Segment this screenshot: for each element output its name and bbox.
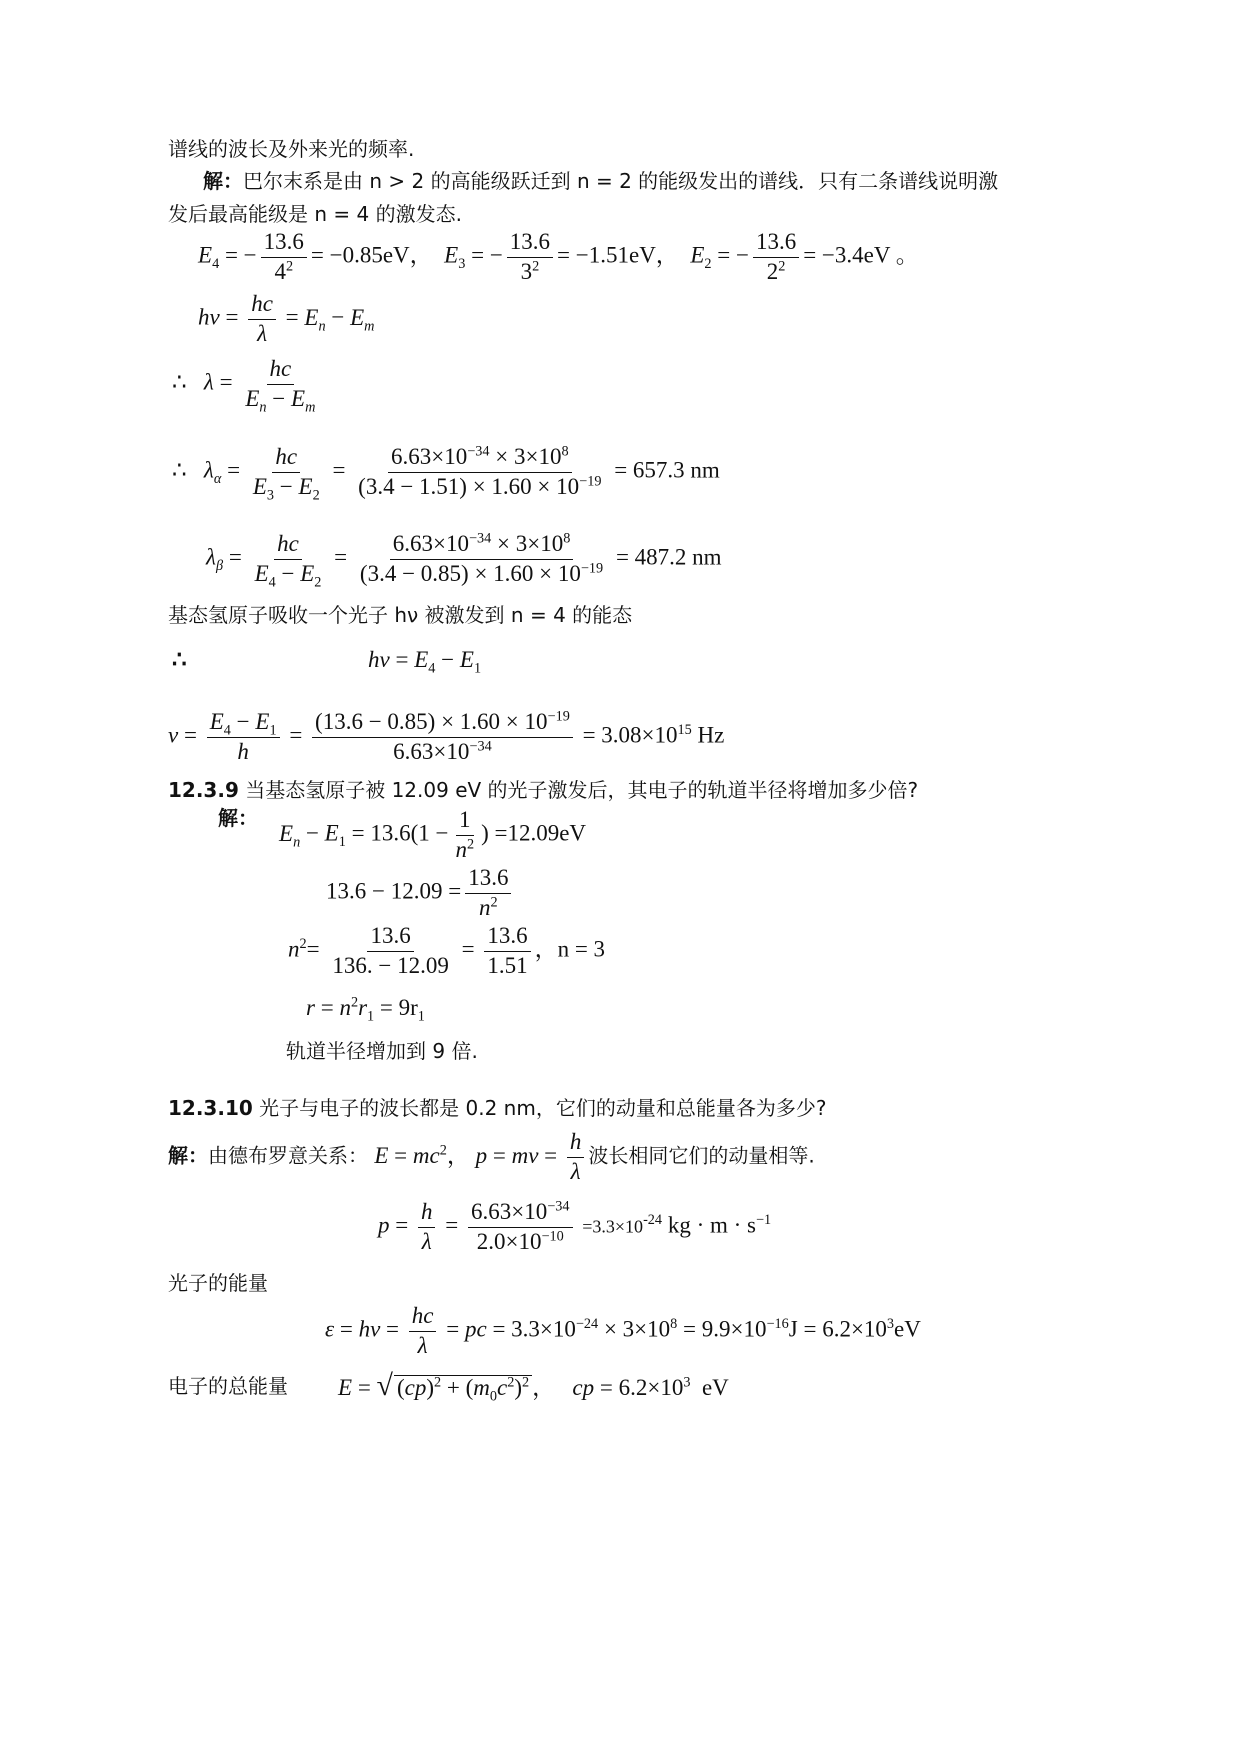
energy-levels-equation: $E_4$ = − $\frac{13.6}{4^2}$ = −0.85eV， $E_3$ = − $\frac{13.6}{3^2}$ = −1.51eV， $E_2$ = − $\frac{13.6}{2^2}$ = −3.4eV 。 [198,229,919,284]
problem-question: 光子与电子的波长都是 0.2 nm，它们的动量和总能量各为多少? [259,1096,827,1120]
problem-number: 12.3.9 [168,778,239,802]
problem-12-3-10-header [168,1098,826,1118]
p12310-relation: 解：由德布罗意关系： $E = mc^2$， p = mv = $\frac{h}{\lambda}$ 波长相同它们的动量相等. [168,1129,815,1184]
problem-number: 12.3.10 [168,1096,253,1120]
solution-1-line-a [203,171,998,191]
p1239-conclusion: 轨道半径增加到 9 倍. [286,1039,478,1063]
absorb-text: 基态氢原子吸收一个光子 hν 被激发到 n = 4 的能态 [168,603,633,627]
p12310-momentum: p = $\frac{h}{\lambda}$ = $\frac{6.63\times 10^{-34}}{2.0\times 10^{-10}}$ $=3.3\times 10^{-24}$ kg · $m \cdot s^{-1}$ [378,1198,772,1254]
electron-energy-equation: E = √ $(cp)^2 + (m_0c^2)^2$ ， cp = $6.2\times 10^3$ eV [338,1369,729,1405]
lambda-beta-equation: $\lambda_\beta$ = $\frac{hc}{E_4 - E_2}$ = $\frac{6.63\times 10^{-34} \times 3\times 10^8}{(3.4 - 0.85) \times 1.60 \times 10^{-19}}$ = 487.2 nm [206,530,722,591]
frequency-equation: ν = $\frac{E_4 - E_1}{h}$ = $\frac{(13.6 - 0.85) \times 1.60 \times 10^{-19}}{6.63\times 10^{-34}}$ = $3.08\times 10^{15}$ Hz [168,708,725,764]
balmer-text: 巴尔末系是由 n > 2 的高能级跃迁到 n = 2 的能级发出的谱线．只有二条谱线说明激 [243,169,999,193]
p1239-eq3: $n^2=$ $\frac{13.6}{136. - 12.09}$ = $\frac{13.6}{1.51}$ ，n = 3 [288,923,606,978]
photon-energy-equation: hν = $\frac{hc}{\lambda}$ = $E_n - E_m$ [198,291,375,346]
electron-energy-label: 电子的总能量 [168,1374,288,1398]
problem-12-3-9-header [168,780,918,800]
wavelength-equation: ∴ λ = $\frac{hc}{E_n - E_m}$ [172,356,316,416]
absorb-equation: ∴ $h\nu = E_4 - E_1$ [172,647,482,677]
photon-energy-label: 光子的能量 [168,1271,268,1295]
p1239-eq4: $r = n^2r_1 = 9r_1$ [306,994,425,1025]
solution-1-line-b: 发后最高能级是 n = 4 的激发态. [168,202,462,226]
photon-energy-equation-2: ε = hν = $\frac{hc}{\lambda}$ = pc = $3.3\times 10^{-24} \times 3\times 10^8 = 9.9\times 10^{-16}J = 6.2\times 10^3eV$ [325,1303,921,1358]
p1239-eq1: 解： $E_n - E_1 = 13.6(1$ − $\frac{1}{n^2}$ ) =12.09eV [218,806,587,862]
p1239-eq2: 13.6 − 12.09 = $\frac{13.6}{n^2}$ [326,864,515,923]
lambda-alpha-equation: ∴ $\lambda_\alpha$ = $\frac{hc}{E_3 - E_2}$ = $\frac{6.63\times 10^{-34} \times 3\times 10^8}{(3.4 - 1.51) \times 1.60 \times 10^{-19}}$ = 657.3 nm [172,443,720,504]
text-line-1: 谱线的波长及外来光的频率. [168,137,415,161]
solution-label: 解： [203,169,243,193]
problem-question: 当基态氢原子被 12.09 eV 的光子激发后，其电子的轨道半径将增加多少倍? [245,778,919,802]
